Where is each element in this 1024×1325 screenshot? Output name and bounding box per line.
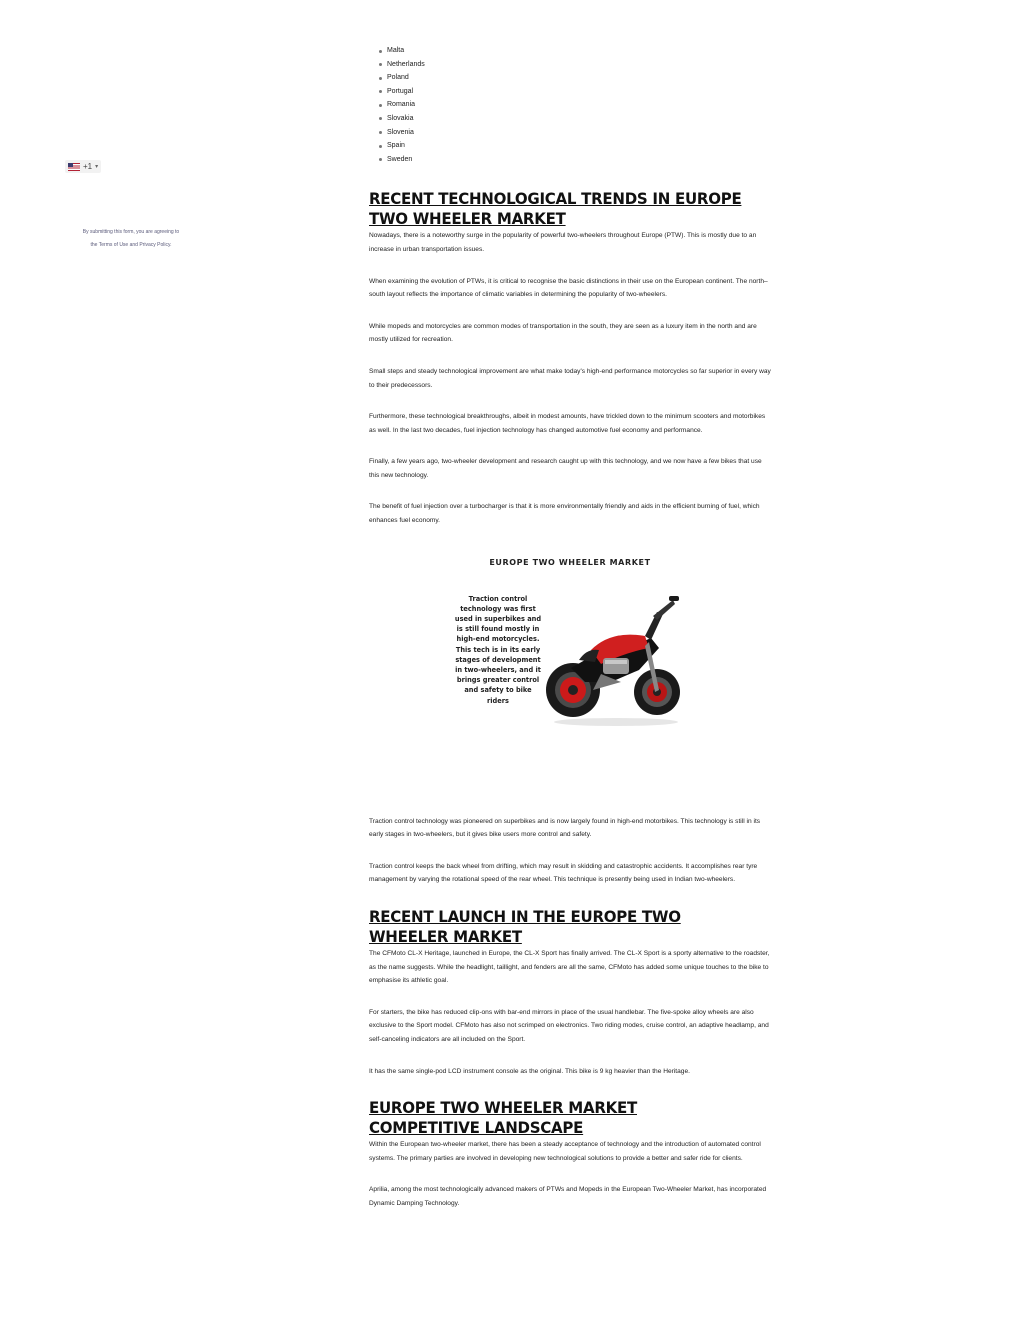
list-item: Poland xyxy=(379,71,771,85)
paragraph: The CFMoto CL-X Heritage, launched in Europe, the CL-X Sport has finally arrived. The CL-X Sport is a sporty alternative to the roadster, as the name suggests. While the headlight, taillight, and fenders are all the same, CFMoto has added some unique touches to the bike to emphasise its athletic goal. xyxy=(369,950,770,985)
list-item: Spain xyxy=(379,139,771,153)
paragraph: The benefit of fuel injection over a turbocharger is that it is more environmentally friendly and aids in the efficient burning of fuel, which enhances fuel economy. xyxy=(369,503,760,525)
us-flag-icon xyxy=(68,163,80,171)
country-code-select[interactable] xyxy=(65,160,101,173)
article xyxy=(369,44,771,1211)
paragraph: Nowadays, there is a noteworthy surge in the popularity of powerful two-wheelers throughout Europe (PTW). This is mostly due to an increase in urban transportation issues. xyxy=(369,232,757,253)
chevron-down-icon: ▾ xyxy=(95,164,99,170)
paragraph: When examining the evolution of PTWs, it is critical to recognise the basic distinctions in their use on the European continent. The north–south layout reflects the importance of climatic variables in determining the popularity of two-wheelers. xyxy=(369,277,768,299)
paragraph: For starters, the bike has reduced clip-ons with bar-end mirrors in place of the usual handlebar. The five-spoke alloy wheels are also exclusive to the Sport model. CFMoto has also not scrimped on electronics. Two riding modes, cruise control, an adaptive headlamp, and self-canceling indicators are all included on the Sport. xyxy=(369,1008,769,1043)
section-heading-competitive: EUROPE TWO WHEELER MARKET COMPETITIVE LANDSCAPE xyxy=(369,1098,637,1138)
section-heading-launch: RECENT LAUNCH IN THE EUROPE TWO WHEELER MARKET xyxy=(369,907,681,947)
list-item: Slovakia xyxy=(379,112,771,126)
paragraph: Traction control technology was pioneered on superbikes and is now largely found in high-end motorbikes. This technology is still in its early stages in two-wheelers, but it gives bike users more control and safety. xyxy=(369,817,761,839)
list-item: Romania xyxy=(379,98,771,112)
paragraph: Traction control keeps the back wheel from drifting, which may result in skidding and catastrophic accidents. It accomplishes rear tyre management by varying the rotational speed of the rear wheel. This technique is presently being used in Indian two-wheelers. xyxy=(369,862,758,884)
infographic-image xyxy=(369,548,771,798)
paragraph: It has the same single-pod LCD instrument console as the original. This bike is 9 kg heavier than the Heritage. xyxy=(369,1067,690,1075)
paragraph: While mopeds and motorcycles are common modes of transportation in the south, they are seen as a luxury item in the north and are mostly utilized for recreation. xyxy=(369,322,757,344)
front-wheel xyxy=(634,669,680,715)
consent-line[interactable]: the Terms of Use and Privacy Policy. xyxy=(90,242,172,248)
paragraph: Furthermore, these technological breakthroughs, albeit in modest amounts, have trickled down to the minimum scooters and motorbikes as well. In the last two decades, fuel injection technology has changed automotive fuel economy and performance. xyxy=(369,413,766,434)
list-item: Sweden xyxy=(379,153,771,167)
section-heading-trends: RECENT TECHNOLOGICAL TRENDS IN EUROPE TWO WHEELER MARKET xyxy=(369,189,742,229)
list-item: Netherlands xyxy=(379,58,771,72)
motorcycle-image xyxy=(541,590,691,730)
paragraph: Within the European two-wheeler market, there has been a steady acceptance of technology and the introduction of automated control systems. The primary parties are involved in developing new technological solutions to provide a better and safer ride for clients. xyxy=(369,1141,761,1162)
list-item: Malta xyxy=(379,44,771,58)
infographic-title: EUROPE TWO WHEELER MARKET xyxy=(489,557,651,567)
consent-line: By submitting this form, you are agreeing to xyxy=(82,229,180,235)
paragraph: Aprilia, among the most technologically advanced makers of PTWs and Mopeds in the European Two-Wheeler Market, has incorporated Dynamic Damping Technology. xyxy=(369,1186,767,1207)
consent-text xyxy=(66,226,196,252)
paragraph: Small steps and steady technological improvement are what make today's high-end performance motorcycles so far superior in every way to their predecessors. xyxy=(369,367,771,389)
country-list xyxy=(379,44,771,166)
list-item: Slovenia xyxy=(379,126,771,140)
phone-code: +1 xyxy=(83,162,93,171)
list-item: Portugal xyxy=(379,85,771,99)
paragraph: Finally, a few years ago, two-wheeler development and research caught up with this technology, and we now have a few bikes that use this new technology. xyxy=(369,458,762,479)
infographic-caption: Traction control technology was first used in superbikes and is still found mostly in high-end motorcycles. This tech is in its early stages of development in two-wheelers, and it brings greater control and safety to bike riders xyxy=(454,594,542,705)
